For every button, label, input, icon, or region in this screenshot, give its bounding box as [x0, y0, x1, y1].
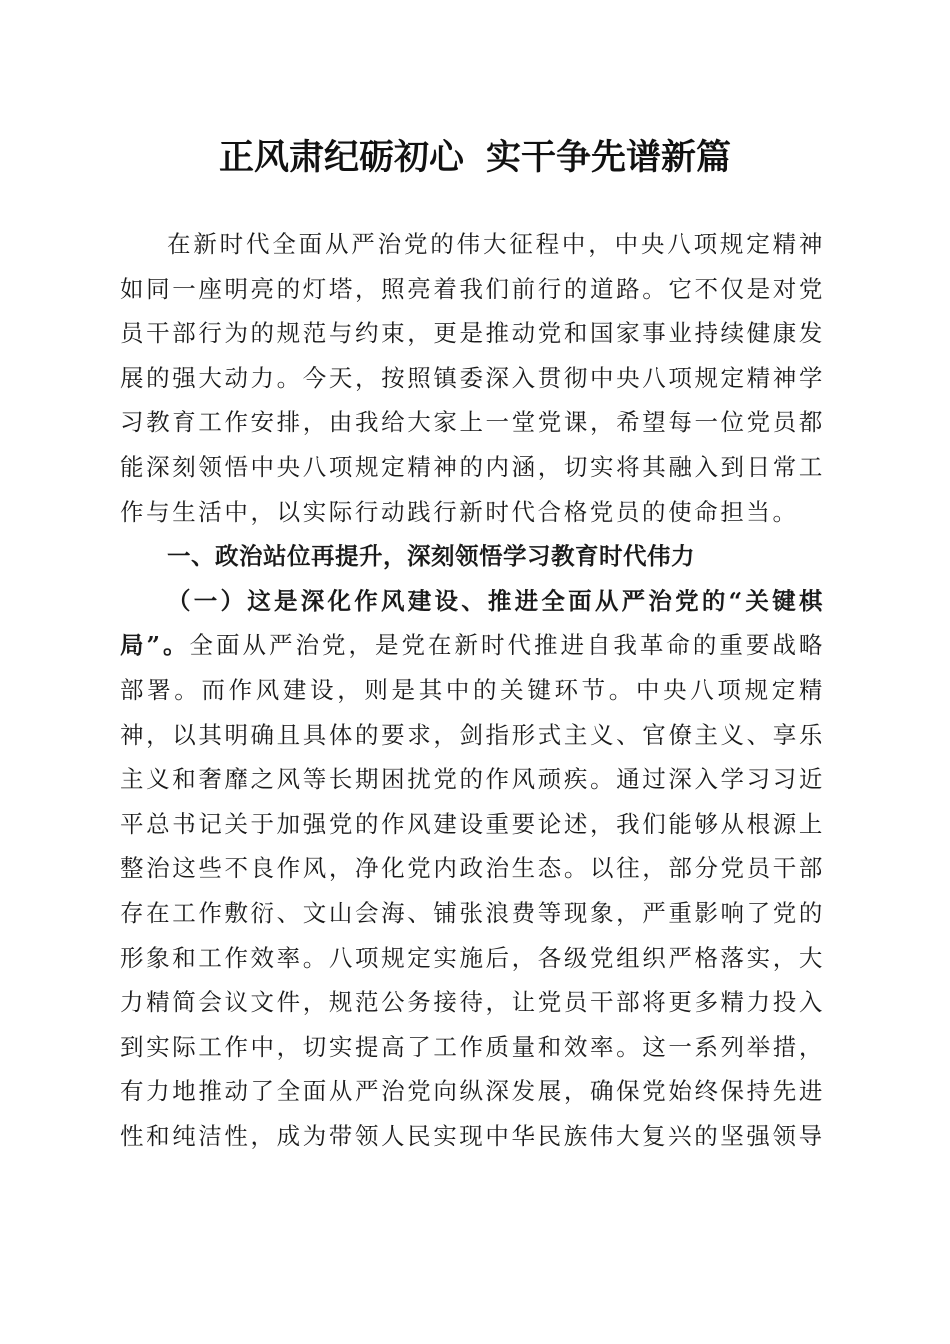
document-body: [120, 222, 825, 1158]
subsection-1-heading: （一）这是深化作风建设、推进全面从严治党的“关键棋局”。: [120, 586, 825, 660]
intro-paragraph: 在新时代全面从严治党的伟大征程中，中央八项规定精神如同一座明亮的灯塔，照亮着我们前行的道路。它不仅是对党员干部行为的规范与约束，更是推动党和国家事业持续健康发展的强大动力。今天，按照镇委深入贯彻中央八项规定精神学习教育工作安排，由我给大家上一堂党课，希望每一位党员都能深刻领悟中央八项规定精神的内涵，切实将其融入到日常工作与生活中，以实际行动践行新时代合格党员的使命担当。: [120, 230, 825, 526]
document-title: [0, 128, 950, 188]
subsection-1-paragraph: [120, 579, 825, 1159]
section-1-heading: 一、政治站位再提升，深刻领悟学习教育时代伟力: [167, 542, 695, 571]
subsection-1-body: 全面从严治党，是党在新时代推进自我革命的重要战略部署。而作风建设，则是其中的关键环节。中央八项规定精神，以其明确且具体的要求，剑指形式主义、官僚主义、享乐主义和奢靡之风等长期困扰党的作风顽疾。通过深入学习习近平总书记关于加强党的作风建设重要论述，我们能够从根源上整治这些不良作风，净化党内政治生态。以往，部分党员干部存在工作敷衍、文山会海、铺张浪费等现象，严重影响了党的形象和工作效率。八项规定实施后，各级党组织严格落实，大力精简会议文件，规范公务接待，让党员干部将更多精力投入到实际工作中，切实提高了工作质量和效率。这一系列举措，有力地推动了全面从严治党向纵深发展，确保党始终保持先进性和纯洁性，成为带领人民实现中华民族伟大复兴的坚强领导: [120, 631, 825, 1150]
title-part-2: 实干争先谱新篇: [486, 137, 732, 178]
title-part-1: 正风肃纪砺初心: [218, 137, 464, 178]
